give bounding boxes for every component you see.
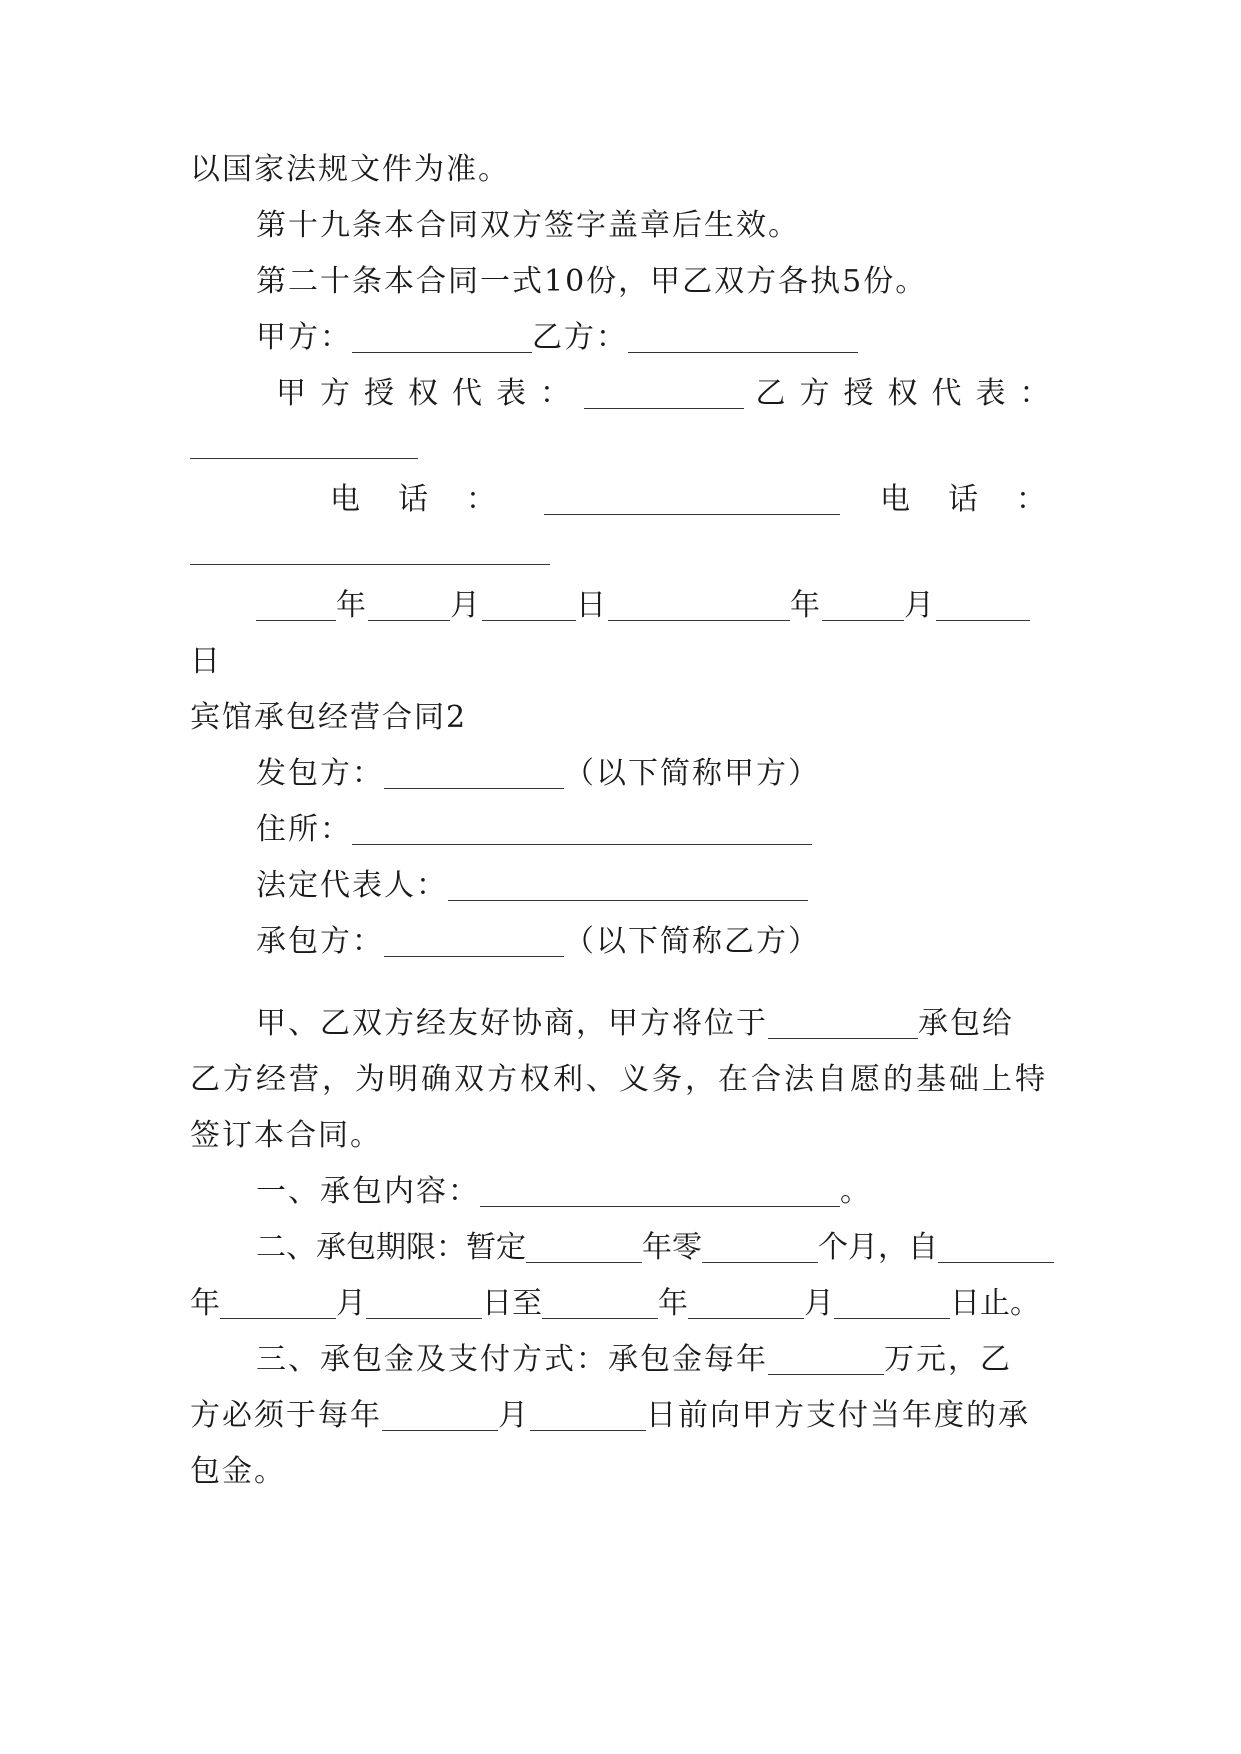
text-line: 以国家法规文件为准。 — [190, 152, 510, 187]
start-month-blank — [220, 1288, 336, 1319]
rep-b-label: 乙方授权代表： — [755, 376, 1064, 411]
issuer-line — [256, 754, 1116, 794]
content-blank — [480, 1176, 840, 1207]
start-year-label: 年 — [190, 1286, 220, 1321]
legal-rep-label: 法定代表人： — [256, 868, 448, 903]
start-month-label: 月 — [336, 1286, 366, 1321]
amount-blank — [768, 1344, 884, 1375]
party-b-label: 乙方： — [532, 320, 628, 355]
day2-label: 日 — [190, 644, 222, 679]
paragraph-1-line-3: 签订本合同。 — [190, 1118, 382, 1153]
clause-1-end: 。 — [840, 1174, 872, 1209]
year2-label: 年 — [790, 588, 822, 623]
contractor-note: （以下简称乙方） — [564, 924, 820, 959]
clause-1 — [256, 1172, 1116, 1212]
rep-b-blank — [190, 428, 418, 459]
signature-line-parties — [256, 318, 1116, 358]
party-a-label: 甲方： — [256, 320, 352, 355]
legal-rep-blank — [448, 870, 808, 901]
months-blank — [702, 1232, 818, 1263]
month2-blank — [822, 590, 904, 621]
phone-a-label: 电话： — [330, 482, 534, 517]
p1-text-b: 承包给 — [918, 1006, 1014, 1041]
month2-label: 月 — [904, 588, 936, 623]
party-b-blank — [628, 322, 858, 353]
clause-3-line-2 — [190, 1396, 1050, 1436]
address-line — [256, 810, 1116, 850]
signature-line-phones — [330, 480, 1190, 520]
end-month-blank — [688, 1288, 804, 1319]
month-label: 月 — [450, 588, 482, 623]
start-year-blank — [938, 1232, 1054, 1263]
month-blank — [368, 590, 450, 621]
contractor-line — [256, 922, 1116, 962]
issuer-blank — [384, 758, 564, 789]
issuer-note: （以下简称甲方） — [564, 756, 820, 791]
rep-b-blank-line — [190, 424, 1050, 464]
year-blank — [256, 590, 336, 621]
clause-2-line-1 — [256, 1228, 1116, 1268]
phone-b-blank-line — [190, 530, 1050, 570]
p1-text-a: 甲、乙双方经友好协商，甲方将位于 — [256, 1006, 768, 1041]
rep-a-blank — [584, 378, 744, 409]
legal-rep-line — [256, 866, 1116, 906]
contract-title: 宾馆承包经营合同2 — [190, 700, 468, 735]
date-line — [256, 586, 1116, 626]
year-label: 年 — [336, 588, 368, 623]
clause-3-text-c: 方必须于每年 — [190, 1398, 382, 1433]
pay-month-blank — [382, 1400, 498, 1431]
clause-3-amount-unit: 万元，乙 — [884, 1342, 1012, 1377]
party-a-blank — [352, 322, 532, 353]
clause-1-label: 一、承包内容： — [256, 1174, 480, 1209]
address-blank — [352, 814, 812, 845]
end-year-blank — [542, 1288, 658, 1319]
end-month-label: 月 — [804, 1286, 834, 1321]
clause-2-months: 个月，自 — [818, 1230, 938, 1265]
end-day-label: 日止。 — [950, 1286, 1040, 1321]
pay-day-blank — [530, 1400, 646, 1431]
day2-blank — [936, 590, 1030, 621]
paragraph-1-line-1 — [256, 1004, 1116, 1044]
end-day-blank — [834, 1288, 950, 1319]
contractor-blank — [384, 926, 564, 957]
phone-b-blank — [190, 534, 550, 565]
day-label: 日 — [576, 588, 608, 623]
clause-2-label: 二、承包期限：暂定 — [256, 1230, 526, 1265]
years-blank — [526, 1232, 642, 1263]
clause-2-line-2 — [190, 1284, 1050, 1324]
start-day-label: 日至 — [482, 1286, 542, 1321]
contractor-label: 承包方： — [256, 924, 384, 959]
clause-3-line-1 — [256, 1340, 1116, 1380]
day-blank — [482, 590, 576, 621]
year2-blank — [608, 590, 790, 621]
clause-3-text-e: 日前向甲方支付当年度的承 — [646, 1398, 1030, 1433]
start-day-blank — [366, 1288, 482, 1319]
address-label: 住所： — [256, 812, 352, 847]
issuer-label: 发包方： — [256, 756, 384, 791]
end-year-label: 年 — [658, 1286, 688, 1321]
clause-3-line-3: 包金。 — [190, 1454, 286, 1489]
phone-a-blank — [544, 484, 840, 515]
clause-2-years: 年零 — [642, 1230, 702, 1265]
article-20: 第二十条本合同一式10份，甲乙双方各执5份。 — [256, 264, 928, 299]
signature-line-reps — [276, 374, 1136, 414]
clause-3-label: 三、承包金及支付方式：承包金每年 — [256, 1342, 768, 1377]
location-blank — [768, 1008, 918, 1039]
clause-3-month: 月 — [498, 1398, 530, 1433]
phone-b-label: 电话： — [880, 482, 1084, 517]
article-19: 第十九条本合同双方签字盖章后生效。 — [256, 208, 800, 243]
paragraph-1-line-2: 乙方经营，为明确双方权利、义务，在合法自愿的基础上特 — [190, 1062, 1048, 1097]
rep-a-label: 甲方授权代表： — [276, 376, 584, 411]
